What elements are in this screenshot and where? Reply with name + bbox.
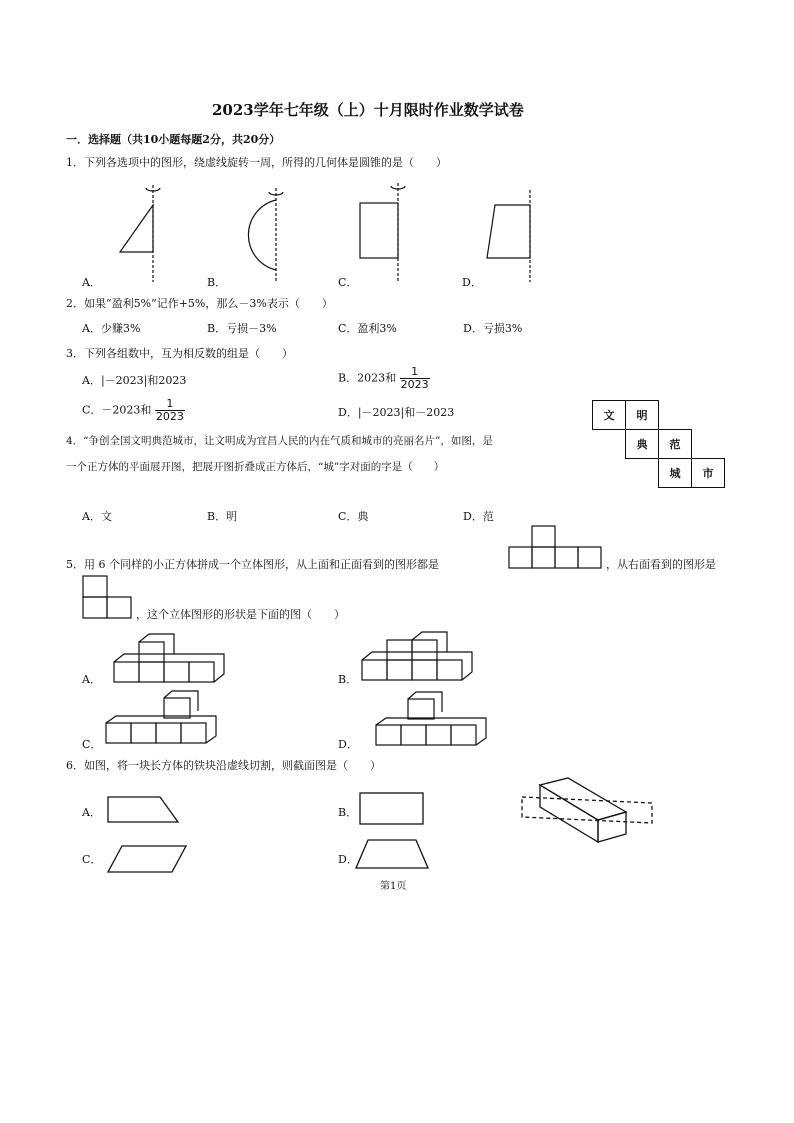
q4-option-d: D．范 bbox=[463, 510, 494, 523]
fraction-numerator: 1 bbox=[411, 365, 419, 378]
q3-option-c-text: C．－2023和 bbox=[82, 403, 152, 417]
q2-option-d: D．亏损3% bbox=[463, 322, 523, 335]
page-title: 2023学年七年级（上）十月限时作业数学试卷 bbox=[212, 101, 524, 119]
fraction-numerator: 1 bbox=[166, 397, 174, 410]
q4-option-a: A．文 bbox=[82, 510, 112, 523]
q2-option-b: B．亏损－3% bbox=[207, 322, 277, 335]
q1-label-a: A． bbox=[82, 276, 101, 289]
net-cell: 范 bbox=[659, 430, 692, 459]
section-heading: 一．选择题（共10小题每题2分，共20分） bbox=[66, 133, 281, 146]
q6-label-b: B． bbox=[338, 806, 358, 819]
q3-option-d: D．|－2023|和－2023 bbox=[338, 406, 455, 419]
q1-label-b: B． bbox=[207, 276, 227, 289]
q4-option-c: C．典 bbox=[338, 510, 369, 523]
q1-label-c: C． bbox=[338, 276, 358, 289]
page-number: 第1页 bbox=[380, 881, 407, 892]
q1-label-d: D． bbox=[462, 276, 482, 289]
q5-line1: 5．用 6 个同样的小正方体拼成一个立体图形，从上面和正面看到的图形都是 bbox=[66, 558, 439, 571]
q6-label-a: A． bbox=[82, 806, 101, 819]
q4-line1: 4．“争创全国文明典范城市，让文明成为宜昌人民的内在气质和城市的亮丽名片”，如图，是 bbox=[66, 435, 493, 447]
q1-stem: 1．下列各选项中的图形，绕虚线旋转一周，所得的几何体是圆锥的是（ ） bbox=[66, 156, 447, 169]
q5-label-b: B． bbox=[338, 673, 358, 686]
fraction-denominator: 2023 bbox=[400, 378, 429, 391]
q5-line1b: ，从右面看到的图形是 bbox=[606, 558, 716, 571]
q2-option-c: C．盈利3% bbox=[338, 322, 397, 335]
net-cell: 市 bbox=[692, 459, 725, 488]
q4-option-b: B．明 bbox=[207, 510, 238, 523]
q2-stem: 2．如果“盈利5%”记作+5%，那么－3%表示（ ） bbox=[66, 297, 333, 310]
q5-label-d: D． bbox=[338, 738, 358, 751]
net-cell: 明 bbox=[626, 401, 659, 430]
q5-label-c: C． bbox=[82, 738, 102, 751]
q3-option-a: A．|－2023|和2023 bbox=[82, 374, 187, 387]
q3-option-b-text: B．2023和 bbox=[338, 371, 397, 385]
net-cell: 文 bbox=[593, 401, 626, 430]
q6-label-d: D． bbox=[338, 853, 358, 866]
q5-label-a: A． bbox=[82, 673, 101, 686]
q6-stem: 6．如图，将一块长方体的铁块沿虚线切割，则截面图是（ ） bbox=[66, 759, 381, 772]
net-cell: 城 bbox=[659, 459, 692, 488]
fraction-denominator: 2023 bbox=[155, 410, 184, 423]
q6-label-c: C． bbox=[82, 853, 102, 866]
q3-stem: 3．下列各组数中，互为相反数的组是（ ） bbox=[66, 347, 293, 360]
q5-line2: ，这个立体图形的形状是下面的图（ ） bbox=[136, 608, 345, 621]
net-cell: 典 bbox=[626, 430, 659, 459]
q2-option-a: A．少赚3% bbox=[82, 322, 141, 335]
q4-line2: 一个正方体的平面展开图，把展开图折叠成正方体后，“城”字对面的字是（ ） bbox=[66, 461, 445, 473]
